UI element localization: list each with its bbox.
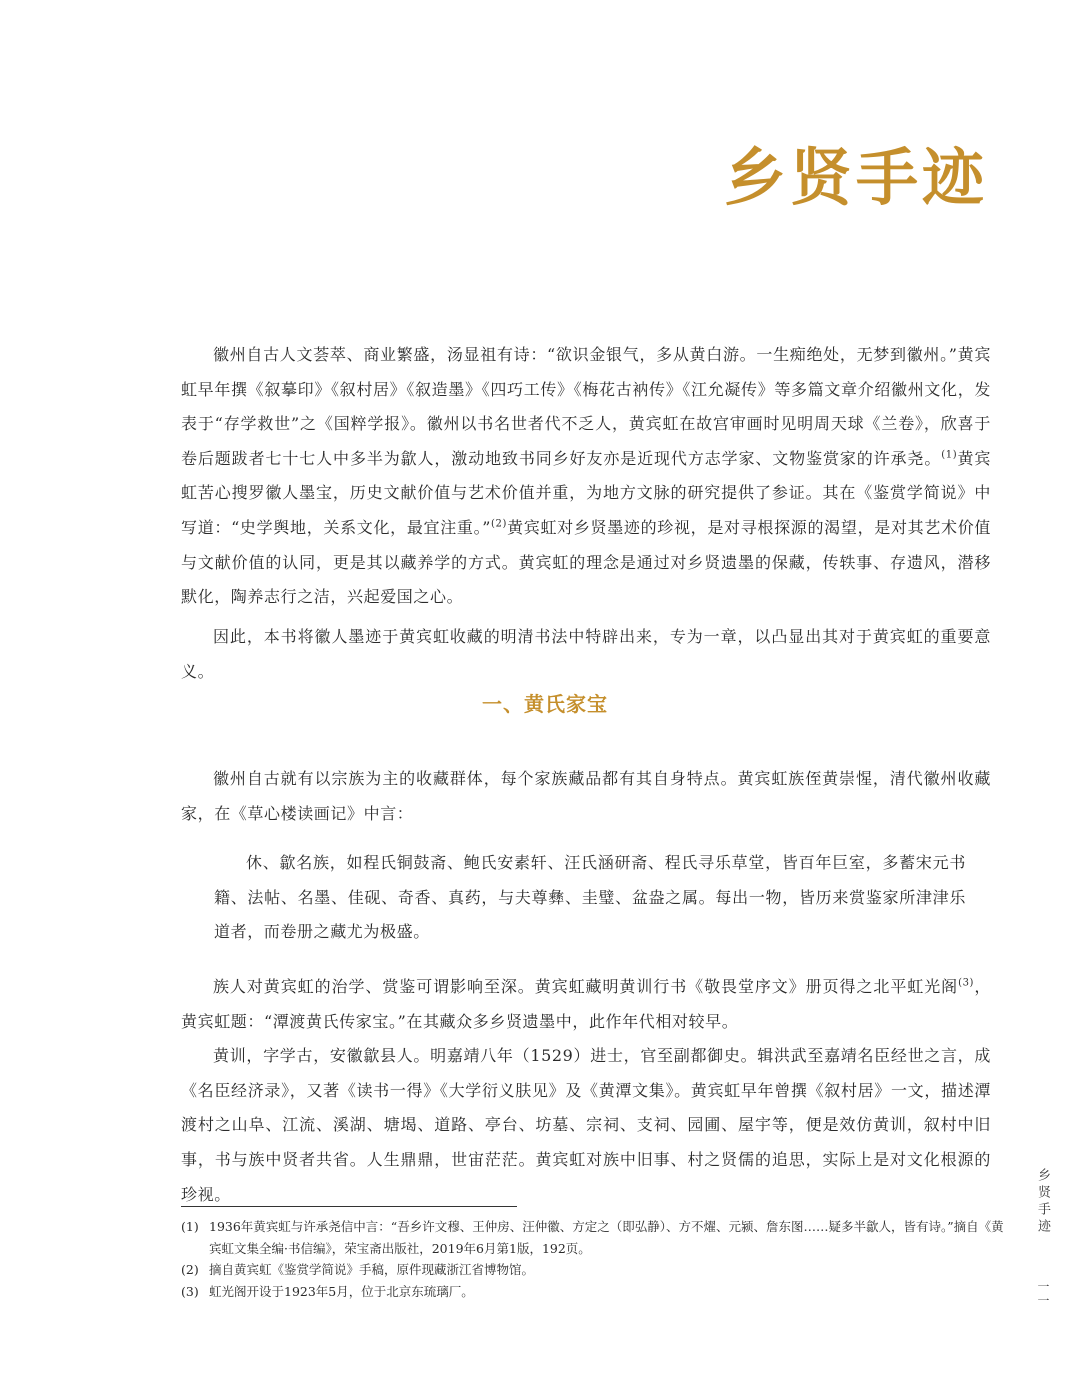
intro-paragraph-2-wrap xyxy=(181,620,991,689)
footnote-number: (3) xyxy=(181,1283,199,1299)
footnote-text: 虹光阁开设于1923年5月，位于北京东琉璃厂。 xyxy=(209,1283,474,1299)
section-paragraph-2 xyxy=(181,970,991,1039)
section-paragraph-1-wrap xyxy=(181,762,991,831)
footnote-text: 1936年黄宾虹与许承尧信中言：“吾乡许文穆、王仲房、汪仲徽、方定之（即弘静）、方不燿、元颍、詹东图……疑多半歙人，皆有诗。”摘自《黄宾虹文集全编·书信编》，荣宝斋出版社，2019年6月第1版，192页。 xyxy=(209,1219,1004,1256)
footnote-item xyxy=(181,1216,1007,1259)
intro-text-b: 黄宾虹苦心搜罗徽人墨宝，历史文献价值与艺术价值并重，为地方文脉的研究提供了参证。其在《鉴赏学简说》中写道：“史学舆地，关系文化，最宜注重。” xyxy=(181,448,991,537)
section-heading: 一、黄氏家宝 xyxy=(482,692,608,716)
intro-text-c: 黄宾虹对乡贤墨迹的珍视，是对寻根探源的渴望，是对其艺术价值与文献价值的认同，更是其以藏养学的方式。黄宾虹的理念是通过对乡贤遗墨的保藏，传轶事、存遗风，潜移默化，陶养志行之洁，兴起爱国之心。 xyxy=(181,517,991,607)
page-number: 一一 xyxy=(1036,1280,1050,1308)
section-paragraph-1: 徽州自古就有以宗族为主的收藏群体，每个家族藏品都有其自身特点。黄宾虹族侄黄崇惺，清代徽州收藏家，在《草心楼读画记》中言： xyxy=(181,769,991,823)
footnote-ref-1[interactable]: (1) xyxy=(941,449,958,461)
block-quote: 休、歙名族，如程氏铜鼓斋、鲍氏安素轩、汪氏涵研斋、程氏寻乐草堂，皆百年巨室，多蓄宋元书籍、法帖、名墨、佳砚、奇香、真药，与夫尊彝、圭璧、盆盎之属。每出一物，皆历来赏鉴家所津津乐道者，而卷册之藏尤为极盛。 xyxy=(214,853,966,942)
footnote-item xyxy=(181,1281,1007,1303)
intro-paragraph-2: 因此，本书将徽人墨迹于黄宾虹收藏的明清书法中特辟出来，专为一章，以凸显出其对于黄宾虹的重要意义。 xyxy=(181,627,991,681)
footnote-ref-2[interactable]: (2) xyxy=(491,518,508,530)
footnote-number: (2) xyxy=(181,1262,199,1277)
intro-text-a: 徽州自古人文荟萃、商业繁盛，汤显祖有诗：“欲识金银气，多从黄白游。一生痴绝处，无梦到徽州。”黄宾虹早年撰《叙摹印》《叙村居》《叙造墨》《四巧工传》《梅花古衲传》《江允凝传》等多篇文章介绍徽州文化，发表于“存学救世”之《国粹学报》。徽州以书名世者代不乏人，黄宾虹在故宫审画时见明周天球《兰卷》，欣喜于卷后题跋者七十七人中多半为歙人，激动地致书同乡好友亦是近现代方志学家、文物鉴赏家的许承尧。 xyxy=(181,345,991,468)
running-title: 乡贤手迹 xyxy=(1035,1168,1050,1236)
intro-paragraph xyxy=(181,338,991,615)
footnote-item xyxy=(181,1259,1007,1281)
chapter-title: 乡贤手迹 xyxy=(723,141,988,214)
footnote-ref-3[interactable]: (3) xyxy=(958,977,975,989)
footnotes-list xyxy=(181,1216,1007,1302)
section-paragraph-3: 黄训，字学古，安徽歙县人。明嘉靖八年（1529）进士，官至副都御史。辑洪武至嘉靖名臣经世之言，成《名臣经济录》，又著《读书一得》《大学衍义肤见》及《黄潭文集》。黄宾虹早年曾撰《叙村居》一文，描述潭渡村之山阜、江流、溪湖、塘堨、道路、亭台、坊墓、宗祠、支祠、园圃、屋宇等，便是效仿黄训，叙村中旧事，书与族中贤者共省。人生鼎鼎，世宙茫茫。黄宾虹对族中旧事、村之贤儒的追思，实际上是对文化根源的珍视。 xyxy=(181,1046,991,1204)
intro-paragraph-1 xyxy=(181,338,991,615)
section-text-b: ，黄宾虹题：“潭渡黄氏传家宝。”在其藏众多乡贤遗墨中，此作年代相对较早。 xyxy=(181,977,991,1031)
section-paragraphs xyxy=(181,970,991,1212)
footnote-text: 摘自黄宾虹《鉴赏学简说》手稿，原件现藏浙江省博物馆。 xyxy=(209,1262,535,1277)
footnote-number: (1) xyxy=(181,1219,199,1234)
footnote-divider xyxy=(181,1206,517,1207)
section-text-a: 族人对黄宾虹的治学、赏鉴可谓影响至深。黄宾虹藏明黄训行书《敬畏堂序文》册页得之北平虹光阁 xyxy=(213,977,959,996)
